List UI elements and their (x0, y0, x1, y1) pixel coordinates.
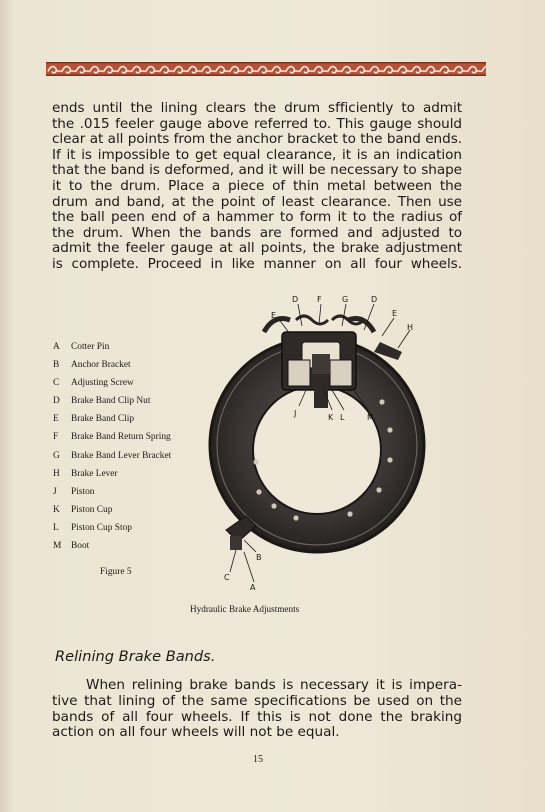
body-line: it to the drum. Place a piece of thin metal between the (52, 177, 462, 194)
callout-k: K (328, 413, 334, 422)
legend-key: L (53, 522, 59, 533)
legend-row (53, 483, 203, 501)
callout-l: L (340, 413, 345, 422)
legend-row (53, 428, 203, 446)
legend-row (53, 374, 203, 392)
body-line: clear at all points from the anchor bracket to the band ends. (52, 131, 462, 148)
body-line: ends until the lining clears the drum sfficiently to admit (52, 100, 462, 116)
body-line: the drum. When the bands are formed and adjusted to (52, 224, 462, 241)
legend-label: Brake Band Lever Bracket (71, 450, 172, 461)
legend-label: Piston Cup (71, 504, 113, 515)
callout-m: M (367, 413, 374, 422)
legend-row (53, 447, 203, 465)
callout-d-left: D (292, 295, 299, 304)
callout-h: H (407, 323, 414, 332)
decorative-wave-border (46, 62, 486, 76)
legend-label: Anchor Bracket (71, 360, 131, 371)
callout-c: C (224, 573, 230, 582)
callout-j: J (294, 409, 297, 418)
legend-label: Boot (71, 541, 90, 552)
legend-key: A (53, 342, 60, 352)
body-line: the .015 feeler gauge above referred to. This gauge should (52, 115, 462, 132)
legend-key: K (53, 504, 60, 515)
callout-e-left: E (271, 311, 277, 320)
callout-g: G (342, 295, 349, 304)
legend-row (53, 410, 203, 428)
page-number: 15 (253, 754, 263, 765)
legend-row (53, 392, 203, 410)
brake-drum-illustration (204, 290, 444, 596)
body-paragraph (52, 101, 462, 273)
legend-label: Piston (71, 486, 95, 497)
body-line: is complete. Proceed in like manner on all four wheels. (52, 255, 462, 272)
body-line: If it is impossible to get equal clearance, it is an indication (52, 146, 462, 163)
body-line: admit the feeler gauge at all points, the brake adjustment (52, 240, 462, 257)
legend-label: Brake Lever (71, 468, 118, 479)
legend-key: J (53, 486, 57, 497)
figure-number: Figure 5 (100, 567, 132, 577)
legend-key: E (53, 414, 59, 425)
legend-row (53, 537, 203, 555)
figure-legend (53, 338, 203, 555)
legend-row (53, 465, 203, 483)
callout-b: B (256, 553, 262, 562)
body-line: bands of all four wheels. If this is not done the braking (52, 708, 462, 725)
body-line: the ball peen end of a hammer to form it to the radius of (52, 209, 462, 226)
legend-key: G (53, 450, 60, 461)
body-line: drum and band, at the point of least clearance. Then use (52, 193, 462, 210)
legend-key: H (53, 468, 60, 479)
legend-label: Adjusting Screw (71, 378, 134, 389)
legend-row (53, 338, 203, 356)
legend-key: B (53, 360, 60, 371)
legend-label: Piston Cup Stop (71, 522, 132, 533)
legend-row (53, 519, 203, 537)
legend-row (53, 501, 203, 519)
callout-f: F (317, 295, 322, 304)
relining-paragraph (52, 678, 462, 741)
body-line: action on all four wheels will not be equal. (52, 724, 340, 741)
body-line: When relining brake bands is necessary it is impera- (86, 677, 462, 693)
legend-label: Brake Band Return Spring (71, 432, 171, 443)
section-heading: Relining Brake Bands. (55, 648, 216, 665)
legend-label: Brake Band Clip Nut (71, 396, 151, 407)
body-line: that the band is deformed, and it will be necessary to shape (52, 162, 462, 179)
callout-e-right: E (392, 309, 398, 318)
anchor-bracket (226, 516, 256, 550)
callout-d-right: D (371, 295, 378, 304)
callout-a: A (250, 583, 256, 592)
legend-key: F (53, 432, 59, 443)
body-line: tive that lining of the same specifications be used on the (52, 692, 462, 709)
legend-key: C (53, 378, 60, 389)
legend-key: D (53, 396, 60, 407)
legend-key: M (53, 541, 62, 552)
legend-label: Cotter Pin (71, 342, 110, 352)
legend-row (53, 356, 203, 374)
figure-caption: Hydraulic Brake Adjustments (190, 604, 300, 614)
legend-label: Brake Band Clip (71, 414, 135, 425)
